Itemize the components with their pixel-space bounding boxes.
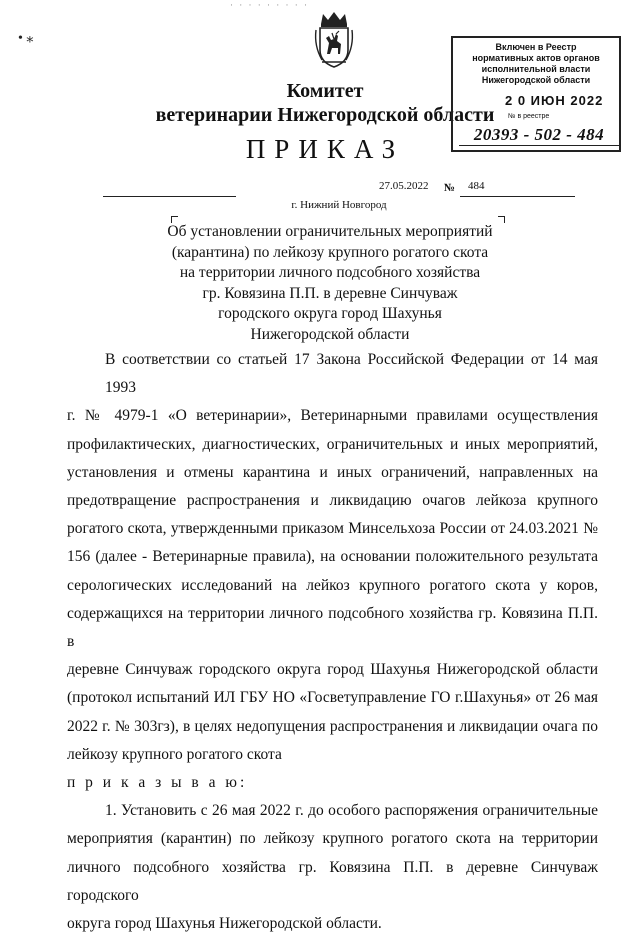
number-underline — [460, 196, 575, 197]
decree-word: п р и к а з ы в а ю: — [67, 774, 248, 792]
scan-artifact: · · · · · · · · · — [230, 0, 309, 10]
title-line: городского округа город Шахунья — [218, 305, 442, 322]
stamp-registry-label: № в реестре — [508, 113, 550, 120]
title-line: на территории личного подсобного хозяйства — [179, 264, 481, 281]
issue-city: г. Нижний Новгород — [291, 199, 387, 211]
stamp-line: исполнительной власти — [481, 64, 591, 74]
body-line: предотвращение распространения и ликвидацию очагов лейкоза крупного — [67, 492, 598, 510]
title-line: Об установлении ограничительных мероприятий — [167, 223, 493, 240]
body-line: 2022 г. № 303гз), в целях недопущения распространения и ликвидации очага по — [67, 717, 598, 735]
order-title — [150, 222, 510, 345]
order-body — [67, 346, 598, 938]
document-type: ПРИКАЗ — [245, 134, 405, 164]
scan-speck: • ⁎ — [18, 31, 34, 46]
stamp-line: Нижегородской области — [481, 75, 591, 85]
preamble-paragraph — [67, 346, 598, 769]
number-sign: № — [444, 182, 456, 194]
registry-stamp — [451, 36, 621, 152]
stamp-line: нормативных актов органов — [472, 53, 600, 63]
body-line: деревне Синчуваж городского округа город Шахунья Нижегородской области — [67, 661, 598, 679]
body-line: В соответствии со статьей 17 Закона Российской Федерации от 14 мая 1993 — [105, 351, 598, 397]
organization-name: Комитет — [286, 80, 364, 102]
body-line: 156 (далее - Ветеринарные правила), на основании положительного результата — [67, 548, 598, 566]
body-line: 1. Установить с 26 мая 2022 г. до особого распоряжения ограничительные — [105, 802, 598, 820]
body-line: мероприятия (карантин) по лейкозу крупного рогатого скота на территории — [67, 830, 598, 848]
body-line: содержащихся на территории личного подсобного хозяйства гр. Ковязина П.П. в — [67, 604, 598, 651]
body-line: личного подсобного хозяйства гр. Ковязина П.П. в деревне Синчуваж городского — [67, 858, 598, 904]
order-item-1 — [67, 797, 598, 938]
order-number: 484 — [468, 180, 485, 192]
body-line: серологических исследований на лейкоз крупного рогатого скота у коров, — [67, 576, 598, 594]
body-line: г. № 4979-1 «О ветеринарии», Ветеринарными правилами осуществления — [67, 407, 598, 425]
organization-region: ветеринарии Нижегородской области — [155, 104, 495, 126]
body-line: (протокол испытаний ИЛ ГБУ НО «Госветуправление ГО г.Шахунья» от 26 мая — [67, 689, 598, 707]
order-date: 27.05.2022 — [379, 180, 429, 192]
date-underline — [103, 196, 236, 197]
body-line: округа город Шахунья Нижегородской области. — [67, 915, 382, 933]
coat-of-arms-icon — [312, 10, 356, 70]
body-line: установления и отмены карантина и иных ограничений, направленных на — [67, 463, 598, 481]
stamp-registry-number: 20393 - 502 - 484 — [459, 125, 619, 146]
title-line: Нижегородской области — [250, 325, 410, 343]
title-line: гр. Ковязина П.П. в деревне Синчуваж — [202, 284, 458, 302]
stamp-line: Включен в Реестр — [495, 42, 577, 52]
body-line: профилактических, диагностических, ограничительных и иных мероприятий, — [67, 435, 598, 453]
body-line: лейкозу крупного рогатого скота — [67, 745, 282, 763]
title-line: (карантина) по лейкозу крупного рогатого скота — [171, 243, 489, 261]
stamp-date: 2 0 ИЮН 2022 — [505, 93, 604, 108]
body-line: рогатого скота, утвержденными приказом Минсельхоза России от 24.03.2021 № — [67, 520, 598, 538]
